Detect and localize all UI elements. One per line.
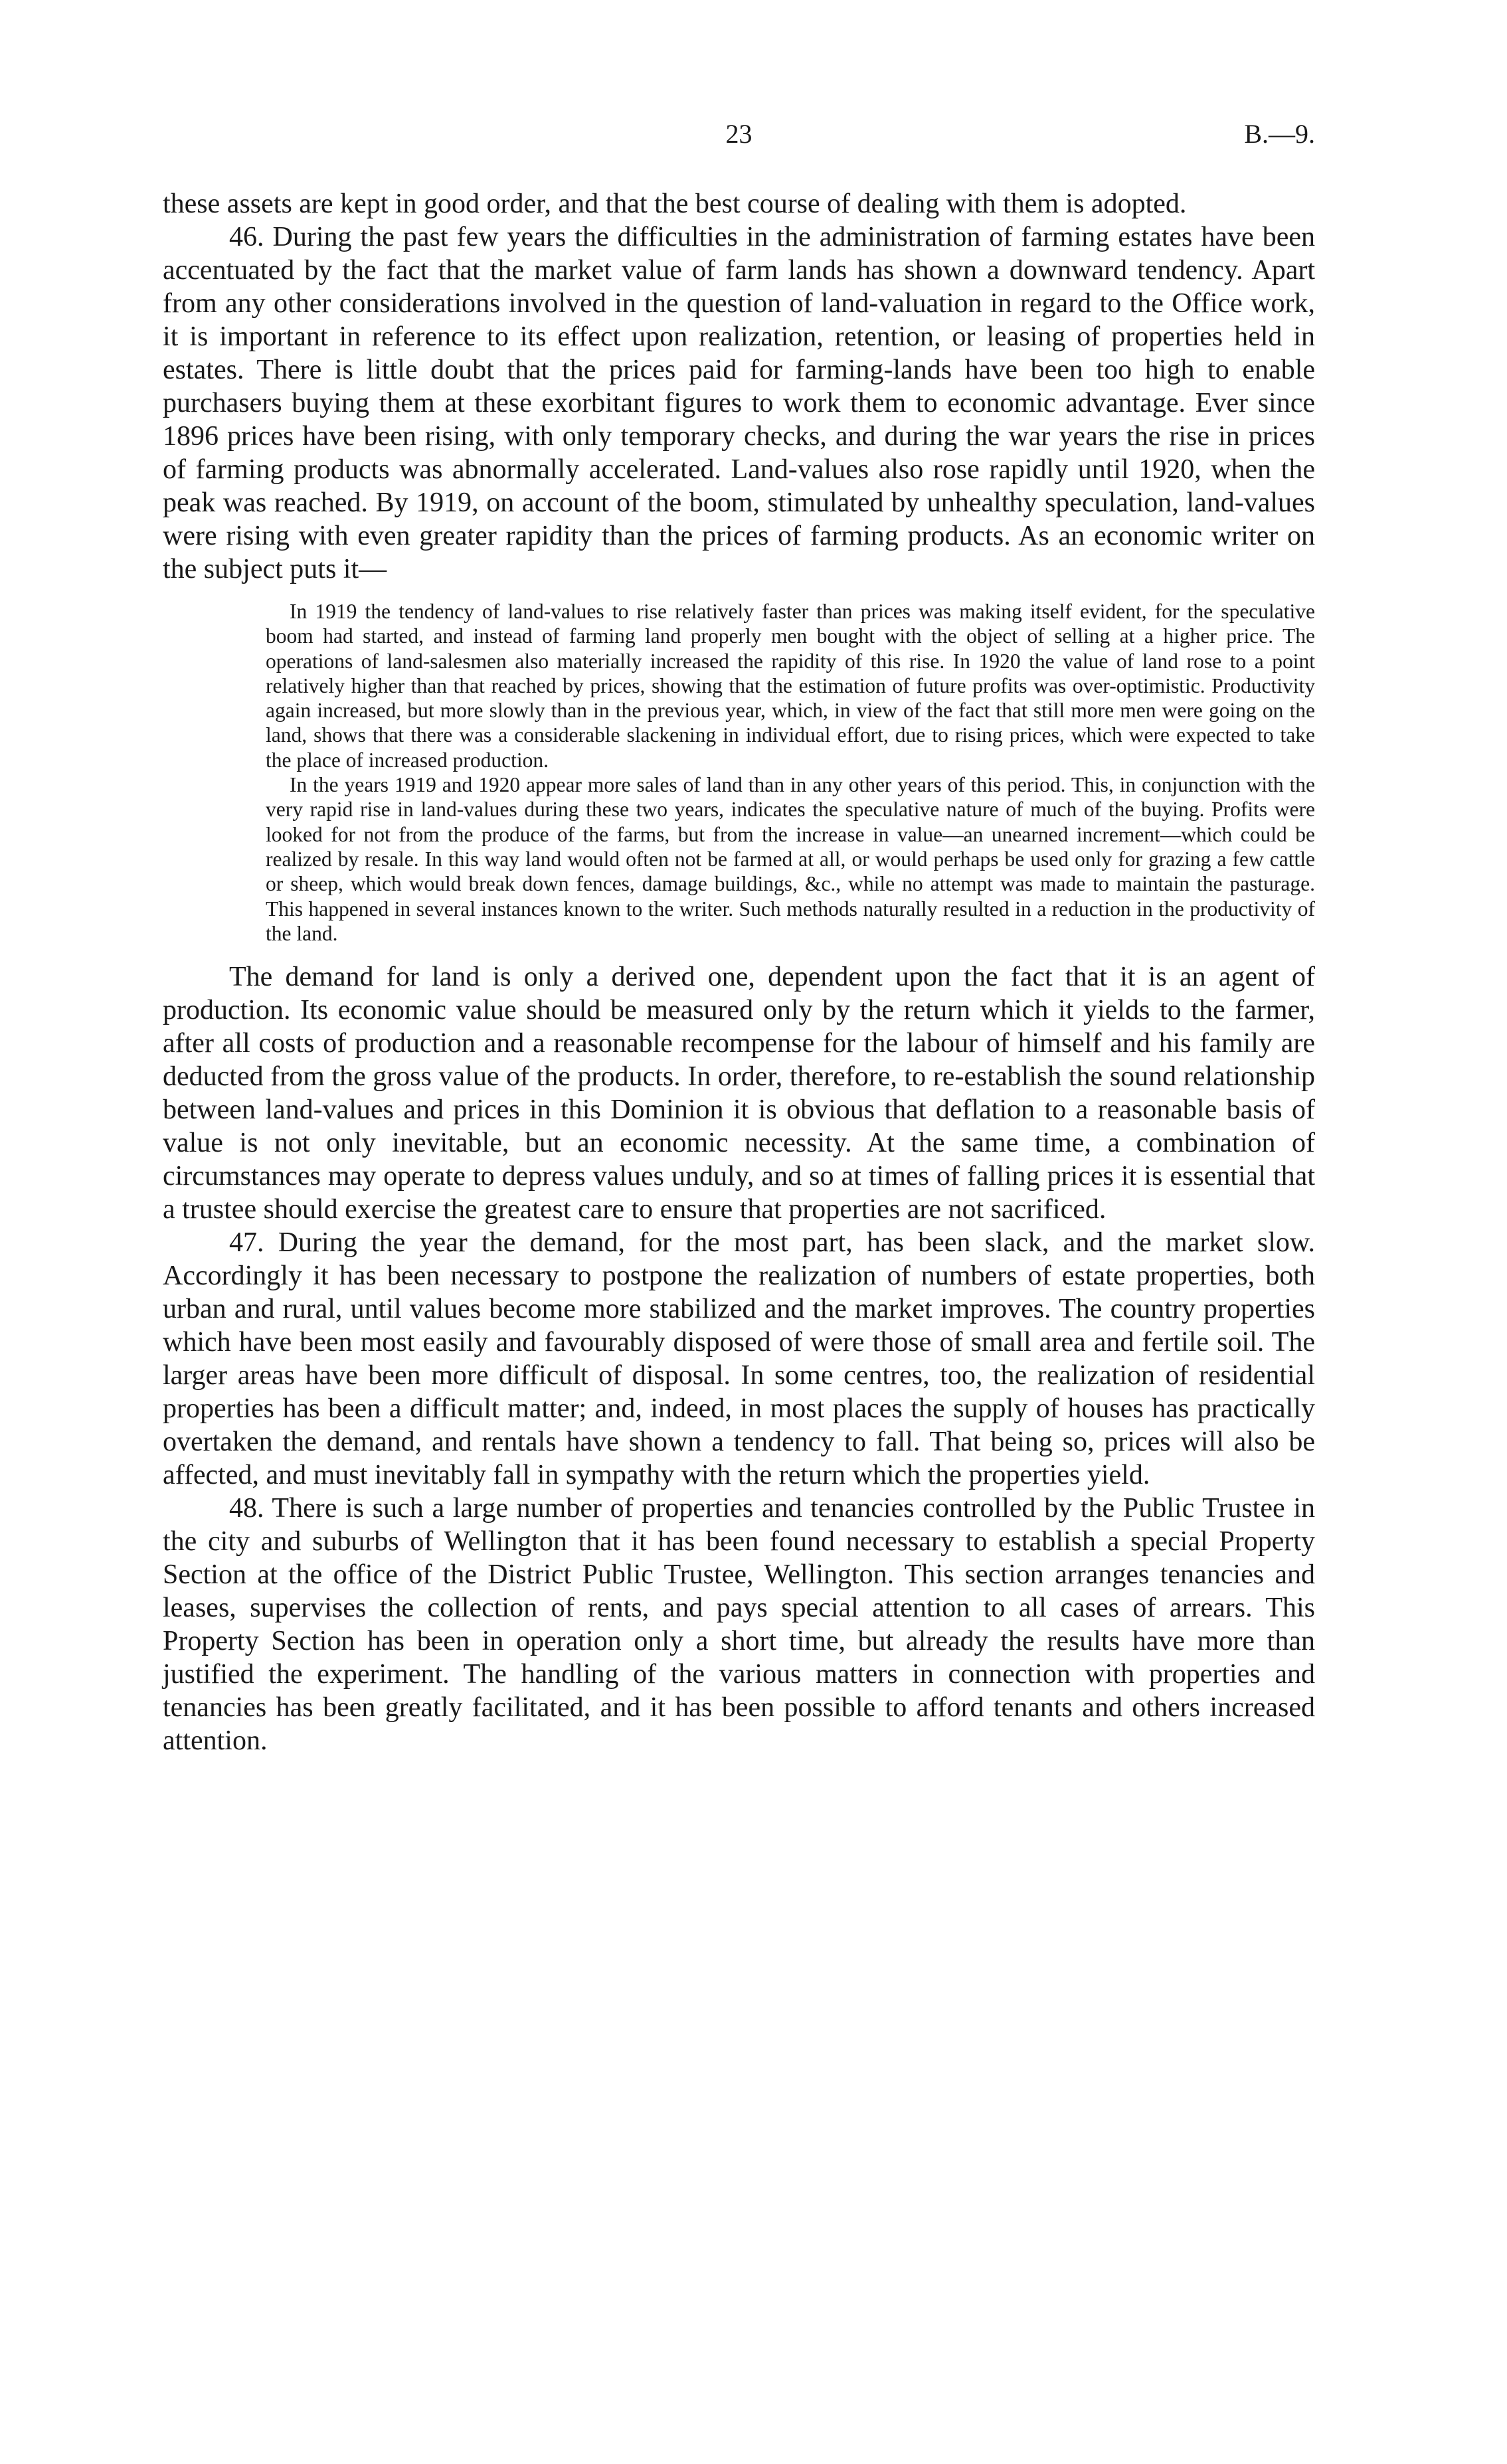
paragraph-demand: The demand for land is only a derived one, dependent upon the fact that it is an agent of production. Its economic value should be measured only by the return which it yields to the farmer, after all costs of production and a reasonable recompense for the labour of himself and his family are deducted from the gross value of the products. In order, therefore, to re-establish the sound relationship between land-values and prices in this Dominion it is obvious that deflation to a reasonable basis of value is not only inevitable, but an economic necessity. At the same time, a combination of circumstances may operate to depress values unduly, and so at times of falling prices it is essential that a trustee should exercise the greatest care to ensure that properties are not sacrificed. — [163, 962, 1315, 1225]
paragraph-continuation: these assets are kept in good order, and that the best course of dealing with them is adopted. — [163, 189, 1187, 219]
block-quote — [266, 599, 1315, 946]
quote-paragraph-1: In 1919 the tendency of land-values to rise relatively faster than prices was making itself evident, for the speculative boom had started, and instead of farming land properly men bought with the object of selling at a higher price. The operations of land-salesmen also materially increased the rapidity of this rise. In 1920 the value of land rose to a point relatively higher than that reached by prices, showing that the estimation of future profits was over-optimistic. Productivity again increased, but more slowly than in the previous year, which, in view of the fact that still more men were going on the land, shows that there was a considerable slackening in individual effort, due to rising prices, which were expected to take the place of increased production. — [266, 600, 1315, 772]
page-number: 23 — [725, 119, 753, 149]
document-body — [163, 187, 1315, 1757]
page-header — [163, 118, 1315, 158]
quote-paragraph-2: In the years 1919 and 1920 appear more sales of land than in any other years of this period. This, in conjunction with the very rapid rise in land-values during these two years, indicates the speculative nature of much of the buying. Profits were looked for not from the produce of the farms, but from the increase in value—an unearned increment—which could be realized by resale. In this way land would often not be farmed at all, or would perhaps be used only for grazing a few cattle or sheep, which would break down fences, damage buildings, &c., while no attempt was made to maintain the pasturage. This happened in several instances known to the writer. Such methods naturally resulted in a reduction in the productivity of the land. — [266, 773, 1315, 945]
paragraph-47: 47. During the year the demand, for the most part, has been slack, and the market slow. Accordingly it has been necessary to postpone the realization of numbers of estate properties, both urban and rural, until values become more stabilized and the market improves. The country properties which have been most easily and favourably disposed of were those of small area and fertile soil. The larger areas have been more difficult of disposal. In some centres, too, the realization of residential properties has been a difficult matter; and, indeed, in most places the supply of houses has practically overtaken the demand, and rentals have shown a tendency to fall. That being so, prices will also be affected, and must inevitably fall in sympathy with the return which the properties yield. — [163, 1227, 1315, 1491]
paragraph-46: 46. During the past few years the difficulties in the administration of farming estates have been accentuated by the fact that the market value of farm lands has shown a downward tendency. Apart from any other considerations involved in the question of land-valuation in regard to the Office work, it is important in reference to its effect upon realization, retention, or leasing of properties held in estates. There is little doubt that the prices paid for farming-lands have been too high to enable purchasers buying them at these exorbitant figures to work them to economic advantage. Ever since 1896 prices have been rising, with only temporary checks, and during the war years the rise in prices of farming products was abnormally accelerated. Land-values also rose rapidly until 1920, when the peak was reached. By 1919, on account of the boom, stimulated by unhealthy speculation, land-values were rising with even greater rapidity than the prices of farming products. As an economic writer on the subject puts it— — [163, 222, 1315, 584]
document-reference: B.—9. — [1244, 119, 1315, 149]
paragraph-48: 48. There is such a large number of properties and tenancies controlled by the Public Trustee in the city and suburbs of Wellington that it has been found necessary to establish a special Property Section at the office of the District Public Trustee, Wellington. This section arranges tenancies and leases, supervises the collection of rents, and pays special attention to all cases of arrears. This Property Section has been in operation only a short time, but already the results have more than justified the experiment. The handling of the various matters in connection with properties and tenancies has been greatly facilitated, and it has been possible to afford tenants and others increased attention. — [163, 1493, 1315, 1757]
